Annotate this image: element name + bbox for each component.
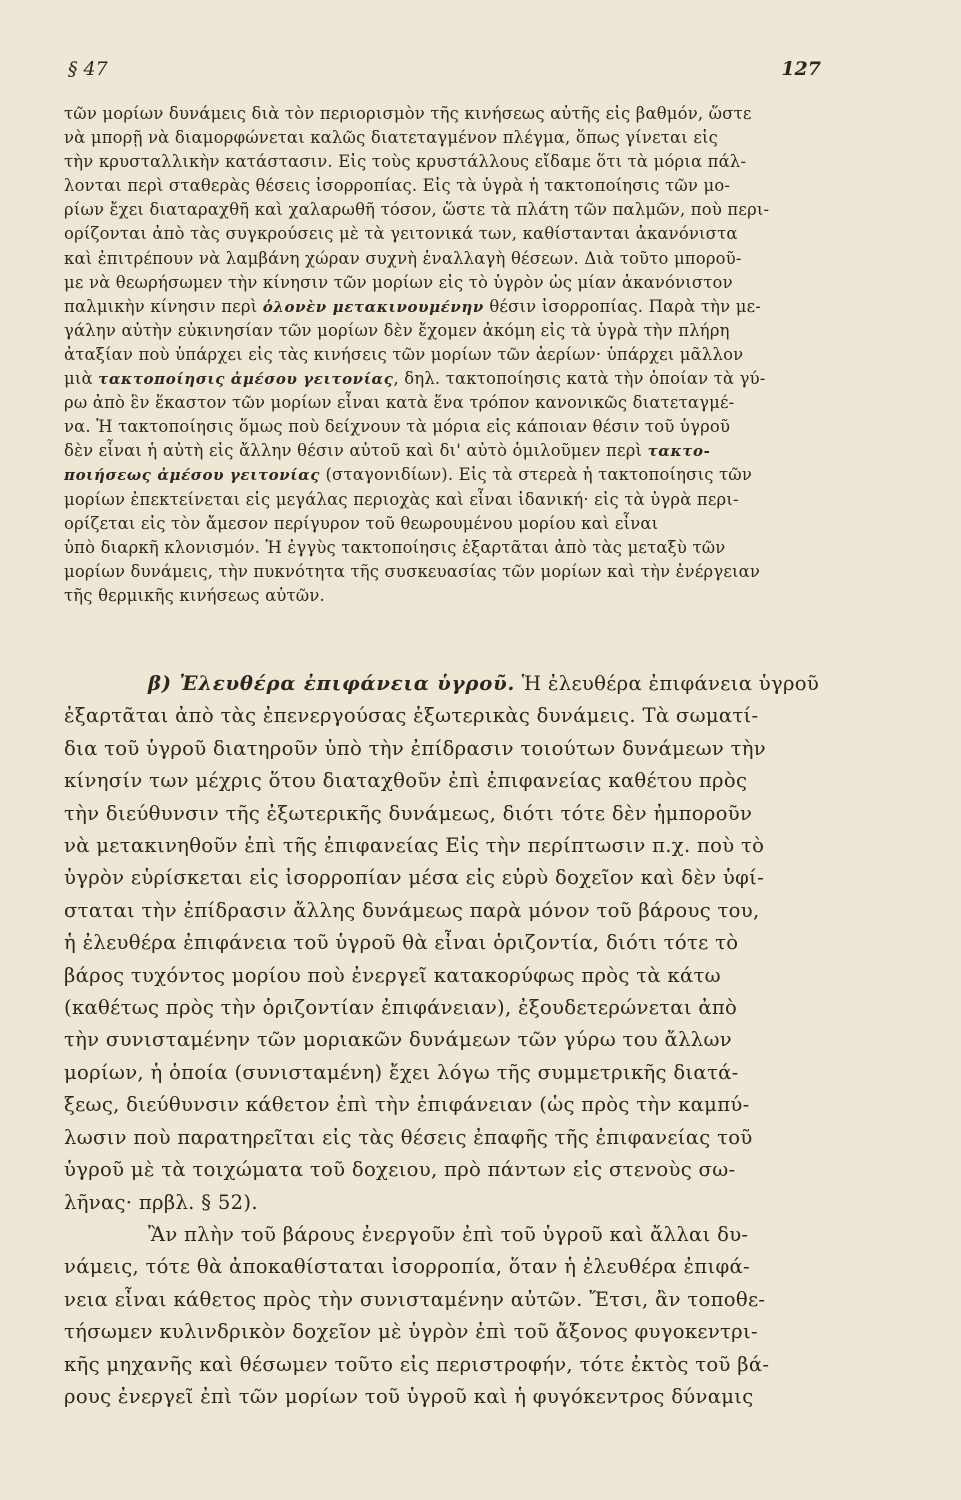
text-line: ἐξαρτᾶται ἀπὸ τὰς ἐπενεργούσας ἐξωτερικὰς δυνάμεις. Τὰ σωματί- — [64, 704, 759, 728]
text-fragment: , δηλ. τακτοποίησις κατὰ τὴν ὁποίαν τὰ γύ- — [393, 369, 766, 389]
text-fragment: μιὰ — [64, 369, 93, 389]
text-line: τὴν κρυσταλλικὴν κατάστασιν. Εἰς τοὺς κρυστάλλους εἴδαμε ὅτι τὰ μόρια πάλ- — [64, 152, 747, 172]
small-print-paragraph — [64, 102, 896, 608]
text-line: τῆς θερμικῆς κινήσεως αὐτῶν. — [64, 585, 325, 605]
emphasized-term: τακτο- — [647, 442, 711, 461]
text-line — [64, 439, 896, 463]
text-line: ρω ἀπὸ ἓν ἕκαστον τῶν μορίων εἶναι κατὰ ἕνα τρόπον κανονικῶς διατεταγμέ- — [64, 393, 735, 413]
page-header — [60, 58, 821, 80]
text-line — [64, 295, 896, 319]
text-line: ορίζονται ἀπὸ τὰς συγκρούσεις μὲ τὰ γειτονικά των, καθίστανται ἀκανόνιστα — [64, 224, 738, 244]
page-number: 127 — [781, 58, 821, 80]
emphasized-term: ὁλονὲν μετακινουμένην — [262, 297, 484, 316]
section-mark: § 47 — [68, 58, 108, 80]
text-line: λῆνας· πρβλ. § 52). — [64, 1190, 258, 1214]
text-line: τὴν συνισταμένην τῶν μοριακῶν δυνάμεων τῶν γύρω του ἄλλων — [64, 1028, 732, 1052]
text-line: τὴν διεύθυνσιν τῆς ἐξωτερικῆς δυνάμεως, διότι τότε δὲν ἠμποροῦν — [64, 801, 753, 825]
text-line: γάλην αὐτὴν εὐκινησίαν τῶν μορίων δὲν ἔχομεν ἀκόμη εἰς τὰ ὑγρὰ τὴν πλήρη — [64, 320, 730, 340]
text-line: καὶ ἐπιτρέπουν νὰ λαμβάνη χώραν συχνὴ ἐναλλαγὴ θέσεων. Διὰ τοῦτο μποροῦ- — [64, 248, 742, 268]
text-line: σταται τὴν ἐπίδρασιν ἄλλης δυνάμεως παρὰ μόνον τοῦ βάρους του, — [64, 898, 760, 922]
text-line: κίνησίν των μέχρις ὅτου διαταχθοῦν ἐπὶ ἐπιφανείας καθέτου πρὸς — [64, 769, 748, 793]
text-line — [64, 463, 896, 487]
text-line: να. Ἡ τακτοποίησις ὅμως ποὺ δείχνουν τὰ μόρια εἰς κάποιαν θέσιν τοῦ ὑγροῦ — [64, 417, 731, 437]
text-line: λωσιν ποὺ παρατηρεῖται εἰς τὰς θέσεις ἐπαφῆς τῆς ἐπιφανείας τοῦ — [64, 1125, 753, 1149]
text-line: με νὰ θεωρήσωμεν τὴν κίνησιν τῶν μορίων εἰς τὸ ὑγρὸν ὡς μίαν ἀκανόνιστον — [64, 272, 733, 292]
text-fragment: παλμικὴν κίνησιν περὶ — [64, 296, 258, 316]
text-line: ὑγρὸν εὑρίσκεται εἰς ἰσορροπίαν μέσα εἰς εὐρὺ δοχεῖον καὶ δὲν ὑφί- — [64, 866, 765, 890]
text-line: τῶν μορίων δυνάμεις διὰ τὸν περιορισμὸν τῆς κινήσεως αὐτῆς εἰς βαθμόν, ὥστε — [64, 104, 752, 123]
text-line: νάμεις, τότε θὰ ἀποκαθίσταται ἰσορροπία, ὅταν ἡ ἐλευθέρα ἐπιφά- — [64, 1255, 750, 1279]
text-line: βάρος τυχόντος μορίου ποὺ ἐνεργεῖ κατακορύφως πρὸς τὰ κάτω — [64, 963, 721, 987]
text-line: ορίζεται εἰς τὸν ἄμεσον περίγυρον τοῦ θεωρουμένου μορίου καὶ εἶναι — [64, 513, 659, 533]
text-line: νὰ μπορῇ νὰ διαμορφώνεται καλῶς διατεταγμένον πλέγμα, ὅπως γίνεται εἰς — [64, 128, 719, 148]
text-line — [64, 367, 896, 391]
subsection-heading: β) Ἐλευθέρα ἐπιφάνεια ὑγροῦ. — [148, 672, 516, 695]
text-line: Ἂν πλὴν τοῦ βάρους ἐνεργοῦν ἐπὶ τοῦ ὑγροῦ καὶ ἄλλαι δυ- — [148, 1222, 749, 1246]
text-line: ἡ ἐλευθέρα ἐπιφάνεια τοῦ ὑγροῦ θὰ εἶναι ὁριζοντία, διότι τότε τὸ — [64, 931, 739, 955]
text-line: (καθέτως πρὸς τὴν ὁριζοντίαν ἐπιφάνειαν), ἐξουδετερώνεται ἀπὸ — [64, 996, 738, 1020]
text-fragment: (σταγονιδίων). Εἰς τὰ στερεὰ ἡ τακτοποίησις τῶν — [325, 465, 752, 485]
subsection-first-line — [64, 668, 864, 700]
text-line: ἀταξίαν ποὺ ὑπάρχει εἰς τὰς κινήσεις τῶν μορίων τῶν ἀερίων· ὑπάρχει μᾶλλον — [64, 344, 744, 364]
text-line: μορίων δυνάμεις, τὴν πυκνότητα τῆς συσκευασίας τῶν μορίων καὶ τὴν ἐνέργειαν — [64, 561, 761, 581]
emphasized-term: ποιήσεως ἀμέσου γειτονίας — [64, 466, 321, 485]
text-line: δια τοῦ ὑγροῦ διατηροῦν ὑπὸ τὴν ἐπίδρασιν τοιούτων δυνάμεων τὴν — [64, 736, 767, 760]
text-line: λονται περὶ σταθερὰς θέσεις ἰσορροπίας. Εἰς τὰ ὑγρὰ ἡ τακτοποίησις τῶν μο- — [64, 176, 731, 196]
text-fragment: θέσιν ἰσορροπίας. Παρὰ τὴν με- — [489, 296, 762, 316]
text-line: μορίων ἐπεκτείνεται εἰς μεγάλας περιοχὰς καὶ εἶναι ἰδανική· εἰς τὰ ὑγρὰ περι- — [64, 489, 739, 509]
text-line: νὰ μετακινηθοῦν ἐπὶ τῆς ἐπιφανείας Εἰς τὴν περίπτωσιν π.χ. ποὺ τὸ — [64, 834, 765, 858]
text-fragment: δὲν εἶναι ἡ αὐτὴ εἰς ἄλλην θέσιν αὐτοῦ καὶ δι' αὐτὸ ὁμιλοῦμεν περὶ — [64, 441, 643, 461]
text-line: νεια εἶναι κάθετος πρὸς τὴν συνισταμένην αὐτῶν. Ἔτσι, ἂν τοποθε- — [64, 1287, 766, 1311]
text-line: μορίων, ἡ ὁποία (συνισταμένη) ἔχει λόγω τῆς συμμετρικῆς διατά- — [64, 1060, 739, 1084]
text-line: ὑπὸ διαρκῆ κλονισμόν. Ἡ ἐγγὺς τακτοποίησις ἐξαρτᾶται ἀπὸ τὰς μεταξὺ τῶν — [64, 537, 726, 557]
text-line: τήσωμεν κυλινδρικὸν δοχεῖον μὲ ὑγρὸν ἐπὶ τοῦ ἄξονος φυγοκεντρι- — [64, 1320, 758, 1344]
main-text — [64, 668, 864, 1413]
text-line: ρίων ἔχει διαταραχθῆ καὶ χαλαρωθῆ τόσον, ὥστε τὰ πλάτη τῶν παλμῶν, ποὺ περι- — [64, 200, 770, 220]
text-fragment: Ἡ ἐλευθέρα ἐπιφάνεια ὑγροῦ — [521, 672, 820, 695]
text-line: ὑγροῦ μὲ τὰ τοιχώματα τοῦ δοχειου, πρὸ πάντων εἰς στενοὺς σω- — [64, 1158, 736, 1182]
text-line: ρους ἐνεργεῖ ἐπὶ τῶν μορίων τοῦ ὑγροῦ καὶ ἡ φυγόκεντρος δύναμις — [64, 1384, 754, 1408]
text-line: κῆς μηχανῆς καὶ θέσωμεν τοῦτο εἰς περιστροφήν, τότε ἐκτὸς τοῦ βά- — [64, 1352, 770, 1376]
text-line: ξεως, διεύθυνσιν κάθετον ἐπὶ τὴν ἐπιφάνειαν (ὡς πρὸς τὴν καμπύ- — [64, 1093, 750, 1117]
emphasized-term: τακτοποίησις ἀμέσου γειτονίας — [98, 370, 394, 389]
